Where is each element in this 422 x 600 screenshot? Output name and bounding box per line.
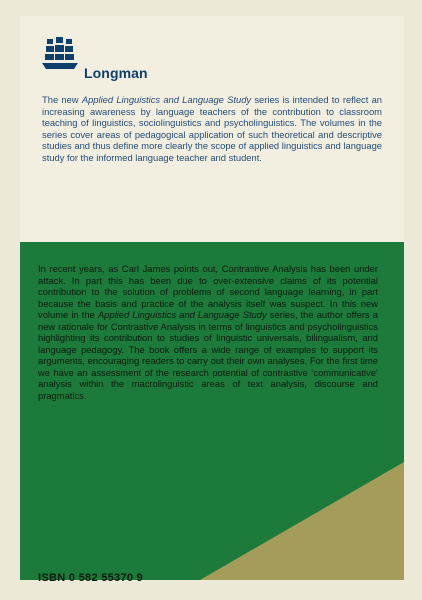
publisher-name: Longman — [84, 65, 148, 81]
series-intro-paragraph — [42, 94, 382, 163]
isbn-number: ISBN 0 582 55370 9 — [38, 572, 144, 584]
description-text-part: In recent years, as Carl James points out, Contrastive Analysis has been under attack. In part this has been due to over-extensive claims of its potential contribution to the solution of problems of second language learning, in part because the basis and practice of the analysis itself was suspect. In this new volume in the — [38, 263, 378, 320]
intro-text-part: The new — [42, 94, 82, 105]
ship-icon — [42, 36, 78, 72]
description-text-part: series, the author offers a new rationale for Contrastive Analysis in terms of linguistics and psycholinguistics highlighting its contribution to studies of linguistic universals, bilingualism, and language pedagogy. The book offers a wide range of examples to support its arguments, encouraging readers to carry out their own analyses. For the first time we have an assessment of the research potential of contrastive ‘communicative’ analysis within the macrolinguistic areas of text analysis, discourse and pragmatics. — [38, 309, 378, 401]
series-title: Applied Linguistics and Language Study — [97, 309, 267, 320]
intro-text-part: series is intended to reflect an increasing awareness by language teachers of the contribution to classroom teaching of linguistics, sociolinguistics and psycholinguistics. The volumes in the series cover areas of pedagogical application of such theoretical and descriptive studies and thus define more clearly the scope of applied linguistics and language study for the informed language teacher and student. — [42, 94, 383, 163]
series-title: Applied Linguistics and Language Study — [81, 94, 252, 105]
book-description-paragraph — [38, 263, 378, 401]
